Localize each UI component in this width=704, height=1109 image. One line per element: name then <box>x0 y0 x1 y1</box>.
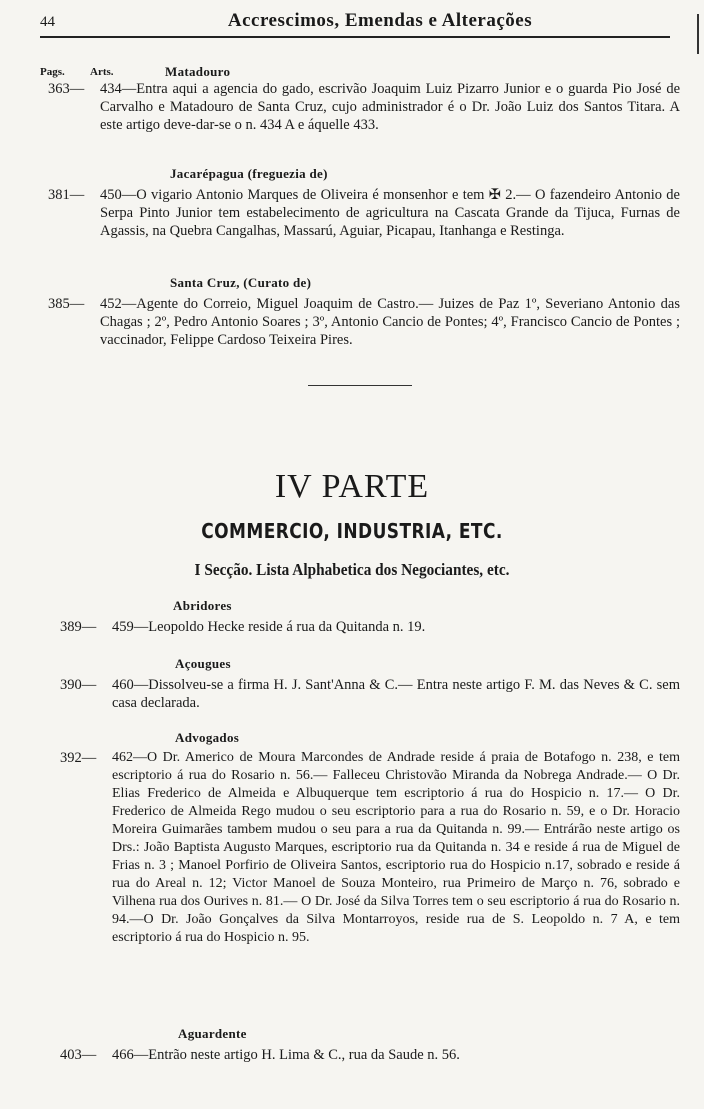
entry-text: 459—Leopoldo Hecke reside á rua da Quitanda n. 19. <box>112 619 426 635</box>
entry-text: 460—Dissolveu-se a firma H. J. Sant'Anna & C.— Entra neste artigo F. M. das Neves & C. sem casa declarada. <box>112 677 680 711</box>
part-subtitle: COMMERCIO, INDUSTRIA, ETC. <box>201 519 503 543</box>
subhead-aguardente: Aguardente <box>178 1026 247 1041</box>
page-number: 44 <box>40 14 55 30</box>
page-ref: 385— <box>48 296 85 312</box>
margin-rule <box>697 14 699 54</box>
entry-text: 466—Entrão neste artigo H. Lima & C., rua da Saude n. 56. <box>112 1047 460 1063</box>
entry-385 <box>40 295 680 349</box>
subhead-matadouro: Matadouro <box>165 64 231 79</box>
entry-text: 434—Entra aqui a agencia do gado, escrivão Joaquim Luiz Pizarro Junior e o guarda Pio José de Carvalho e Matadouro de Santa Cruz, cujo administrador é o Dr. João Luiz dos Santos Titara. A este artigo deve-dar-se o n. 434 A e áquelle 433. <box>100 81 680 133</box>
page-ref: 390— <box>60 677 97 693</box>
subhead-abridores: Abridores <box>173 598 232 613</box>
entry-392 <box>40 749 680 947</box>
arts-heading: Arts. <box>90 66 114 78</box>
page-ref: 363— <box>48 81 85 97</box>
page-ref: 403— <box>60 1047 97 1063</box>
page-ref: 392— <box>60 750 97 766</box>
subhead-acougues: Açougues <box>175 656 231 671</box>
pags-heading: Pags. <box>40 66 65 78</box>
subhead-advogados: Advogados <box>175 730 240 745</box>
subhead-santa-cruz: Santa Cruz, (Curato de) <box>170 275 312 290</box>
subhead-jacarepagua: Jacarépagua (freguezia de) <box>170 166 328 181</box>
running-title: Accrescimos, Emendas e Alterações <box>227 10 533 31</box>
entry-403 <box>40 1046 680 1064</box>
section-title: I Secção. Lista Alphabetica dos Negociantes, etc. <box>194 560 510 579</box>
entry-text: 450—O vigario Antonio Marques de Oliveira é monsenhor e tem ✠ 2.— O fazendeiro Antonio de Serpa Pinto Junior tem estabelecimento de agricultura na Cascata Grande da Tijuca, Furnas de Agassis, na Quebra Cangalhas, Massarú, Aguiar, Picapau, Itanhanga e Restinga. <box>100 187 680 239</box>
entry-text: 452—Agente do Correio, Miguel Joaquim de Castro.— Juizes de Paz 1º, Severiano Antonio das Chagas ; 2º, Pedro Antonio Soares ; 3º, Antonio Cancio de Pontes; 4º, Francisco Cancio de Pontes ; vaccinador, Felippe Cardoso Teixeira Pires. <box>100 296 680 348</box>
entry-363 <box>40 80 680 134</box>
entry-381 <box>40 186 680 240</box>
page-ref: 381— <box>48 187 85 203</box>
section-divider <box>308 385 412 386</box>
header-rule <box>40 36 670 38</box>
entry-390 <box>40 676 680 712</box>
page-ref: 389— <box>60 619 97 635</box>
entry-text: 462—O Dr. Americo de Moura Marcondes de Andrade reside á praia de Botafogo n. 238, e tem escriptorio á rua do Rosario n. 56.— Falleceu Christovão Miranda da Nobrega Andrade.— O Dr. Elias Frederico de Almeida e Albuquerque tem escriptorio á rua do Hospicio n. 17.— O Dr. Frederico de Almeida Rego mudou o seu escriptorio para a rua do Rosario n. 59, e o Dr. Horacio Moreira Guimarães tambem mudou o seu para a rua da Quitanda n. 99.— Entrárão neste artigo os Drs.: João Baptista Augusto Marques, escriptorio rua da Quitanda n. 34 e reside á rua de Miguel de Frias n. 3 ; Manoel Porfirio de Oliveira Santos, escriptorio rua do Hospicio n.17, sobrado e reside á rua do Areal n. 12; Victor Manoel de Souza Monteiro, rua Primeiro de Março n. 76, sobrado e Vilhena rua dos Ourives n. 81.— O Dr. José da Silva Torres tem o seu escriptorio á rua do Rosario n. 94.—O Dr. João Gonçalves da Silva Montarroyos, reside rua de S. Leopoldo n. 7 A, e tem escriptorio á rua do Hospicio n. 95. <box>112 750 680 945</box>
part-title: IV PARTE <box>274 468 430 505</box>
page-header <box>40 8 670 38</box>
entry-389 <box>40 618 680 636</box>
